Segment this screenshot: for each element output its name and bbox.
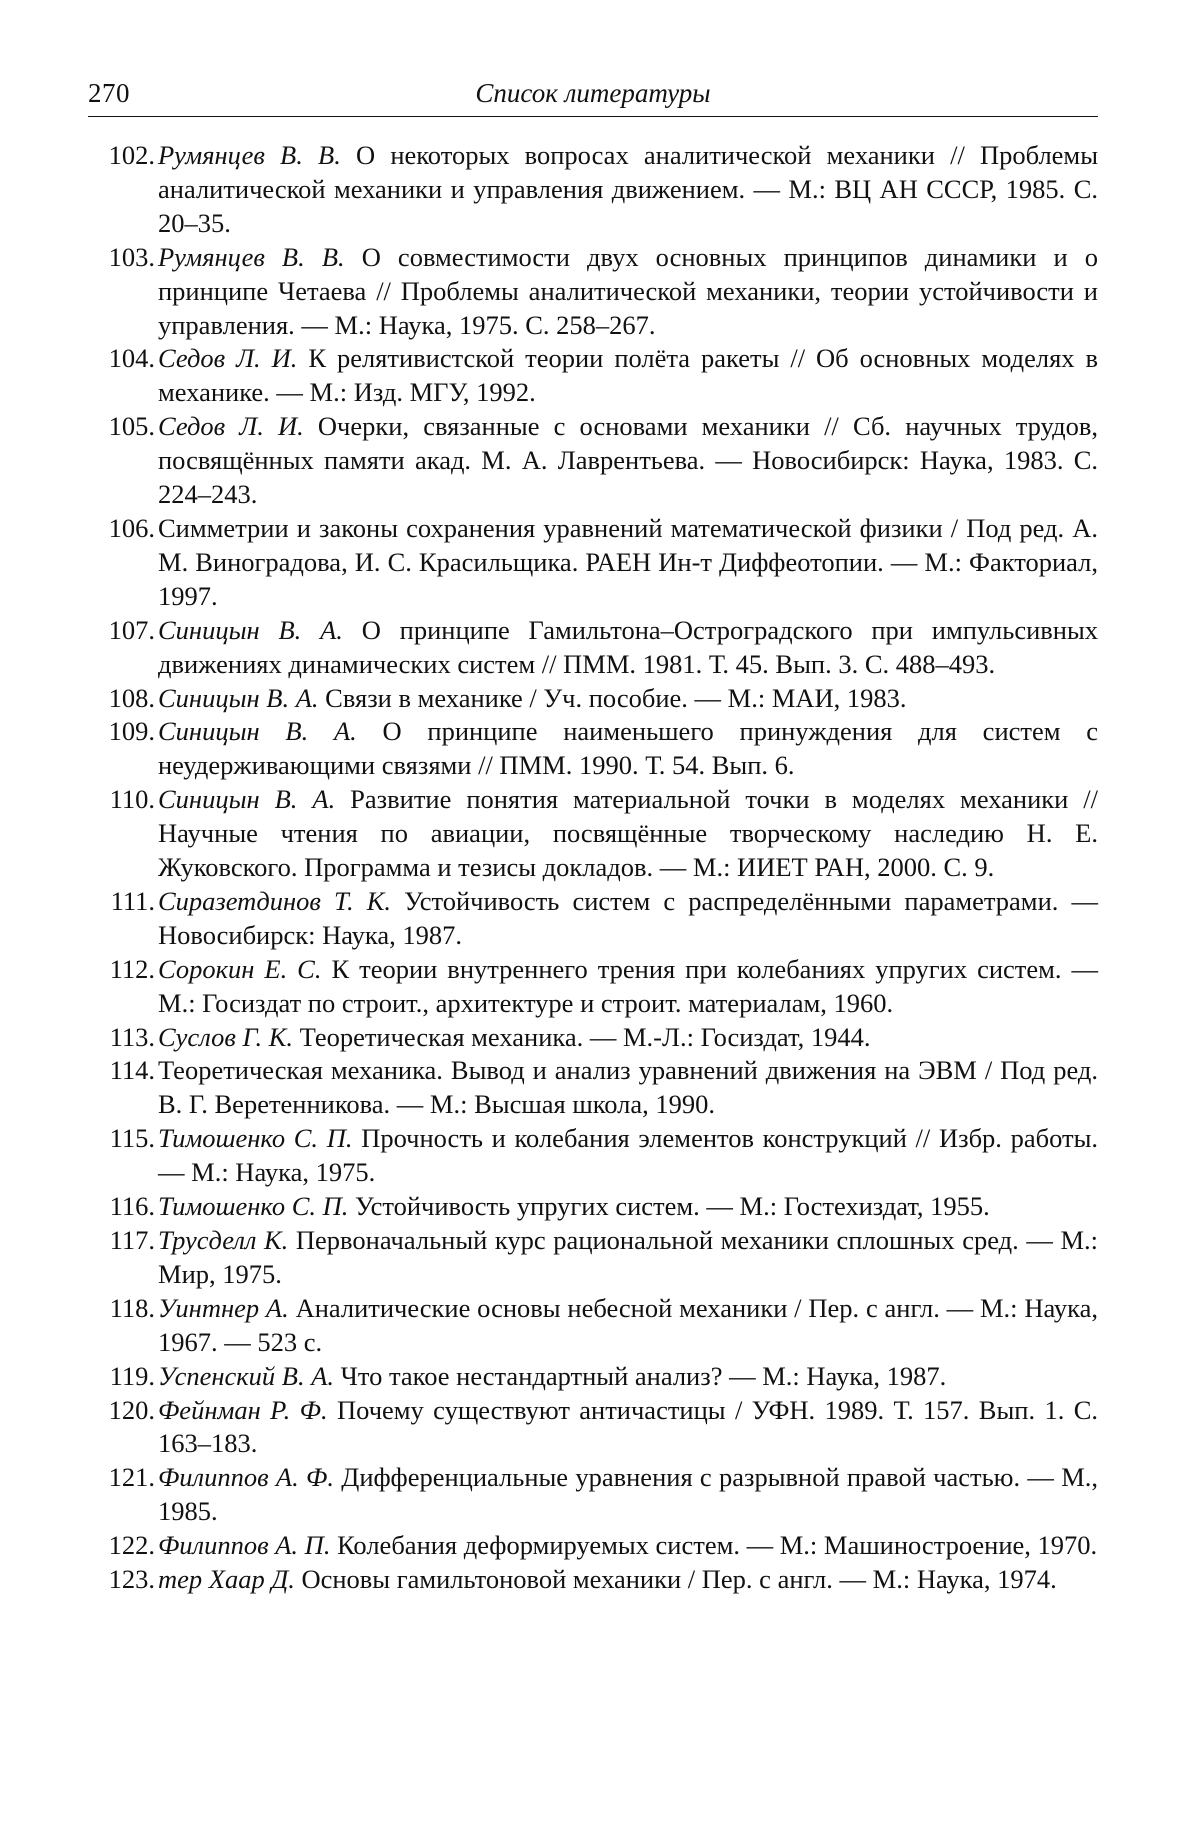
reference-item [88, 682, 1098, 716]
reference-text: О совместимости двух основных принципов динамики и о принципе Четаева // Проблемы аналитической механики, теории устойчивости и управления. — М.: Наука, 1975. С. 258–267. [158, 241, 1098, 340]
reference-text: Очерки, связанные с основами механики // Сб. научных трудов, посвящённых памяти акад. М. А. Лаврентьева. — Новосибирск: Наука, 1983. С. 224–243. [158, 411, 1099, 510]
reference-author: Трусделл К. [158, 1225, 289, 1255]
reference-item [88, 342, 1098, 410]
reference-item [88, 1224, 1098, 1292]
reference-number: 117. [109, 1225, 155, 1255]
reference-body [158, 1224, 1098, 1292]
reference-author: Тимошенко С. П. [158, 1123, 353, 1154]
reference-list [88, 139, 1098, 1597]
reference-body [158, 1360, 1098, 1394]
reference-text: Связи в механике / Уч. пособие. — М.: МАИ, 1983. [325, 682, 907, 713]
reference-item [88, 512, 1098, 614]
reference-text: О принципе наименьшего принуждения для систем с неудерживающими связями // ПММ. 1990. Т. 54. Вып. 6. [158, 716, 1098, 781]
reference-text: Аналитические основы небесной механики / Пер. с англ. — М.: Наука, 1967. — 523 с. [158, 1292, 1098, 1357]
reference-author: Сорокин Е. С. [158, 953, 322, 984]
reference-author: Синицын В. А. [158, 716, 357, 747]
reference-author: Седов Л. И. [158, 411, 304, 442]
reference-author: тер Хаар Д. [158, 1564, 295, 1595]
reference-number: 123. [108, 1564, 155, 1595]
reference-text: О принципе Гамильтона–Остроградского при импульсивных движениях динамических систем // ПММ. 1981. Т. 45. Вып. 3. С. 488–493. [158, 614, 1099, 679]
reference-number: 111. [110, 885, 155, 916]
reference-number: 103. [108, 241, 155, 272]
reference-item [88, 1394, 1098, 1462]
reference-number: 119. [109, 1360, 155, 1391]
reference-body [158, 1292, 1098, 1360]
reference-body [158, 885, 1098, 953]
reference-item [88, 783, 1098, 885]
reference-text: Симметрии и законы сохранения уравнений математической физики / Под ред. А. М. Виноградова, И. С. Красильщика. РАЕН Ин-т Диффеотопии. — М.: Факториал, 1997. [158, 512, 1098, 611]
reference-text: Первоначальный курс рациональной механики сплошных сред. — М.: Мир, 1975. [158, 1225, 1099, 1289]
reference-body [158, 342, 1098, 410]
reference-number: 104. [108, 343, 155, 374]
reference-text: О некоторых вопросах аналитической механики // Проблемы аналитической механики и управления движением. — М.: ВЦ АН СССР, 1985. С. 20–35. [158, 140, 1099, 238]
reference-number: 108. [108, 682, 155, 713]
reference-number: 121. [108, 1462, 155, 1493]
reference-item [88, 1360, 1098, 1394]
reference-number: 115. [109, 1123, 155, 1154]
reference-item [88, 139, 1098, 241]
reference-author: Филиппов А. П. [158, 1530, 331, 1561]
reference-item [88, 1461, 1098, 1529]
reference-number: 105. [108, 411, 155, 442]
reference-text: Устойчивость упругих систем. — М.: Гостехиздат, 1955. [355, 1191, 990, 1222]
reference-body [158, 783, 1098, 885]
reference-item [88, 614, 1098, 682]
reference-text: Теоретическая механика. — М.-Л.: Госиздат, 1944. [299, 1021, 871, 1052]
reference-text: Устойчивость систем с распределёнными параметрами. — Новосибирск: Наука, 1987. [158, 885, 1098, 950]
reference-author: Синицын В. А. [158, 614, 343, 645]
reference-text: К теории внутреннего трения при колебаниях упругих систем. — М.: Госиздат по строит., архитектуре и строит. материалам, 1960. [158, 953, 1099, 1018]
reference-item [88, 1021, 1098, 1055]
reference-number: 109. [108, 716, 155, 747]
reference-text: Почему существуют античастицы / УФН. 1989. Т. 157. Вып. 1. С. 163–183. [158, 1394, 1099, 1459]
reference-text: Что такое нестандартный анализ? — М.: Наука, 1987. [340, 1360, 947, 1391]
reference-body [158, 953, 1098, 1021]
reference-body [158, 614, 1098, 682]
reference-body [158, 410, 1098, 512]
reference-text: Колебания деформируемых систем. — М.: Машиностроение, 1970. [337, 1530, 1098, 1561]
reference-item [88, 953, 1098, 1021]
reference-body [158, 1122, 1098, 1190]
reference-number: 120. [108, 1394, 155, 1425]
reference-item [88, 885, 1098, 953]
reference-body [158, 1054, 1098, 1122]
reference-item [88, 1122, 1098, 1190]
reference-author: Седов Л. И. [158, 343, 298, 374]
reference-author: Румянцев В. В. [158, 140, 341, 170]
reference-item [88, 715, 1098, 783]
reference-author: Филиппов А. Ф. [158, 1462, 334, 1493]
reference-body [158, 1394, 1098, 1462]
reference-text: Теоретическая механика. Вывод и анализ уравнений движения на ЭВМ / Под ред. В. Г. Веретенникова. — М.: Высшая школа, 1990. [158, 1055, 1098, 1120]
reference-number: 106. [108, 512, 155, 543]
reference-body [158, 241, 1098, 343]
reference-item [88, 1292, 1098, 1360]
reference-text: Развитие понятия материальной точки в моделях механики // Научные чтения по авиации, посвящённые творческому наследию Н. Е. Жуковского. Программа и тезисы докладов. — М.: ИИЕТ РАН, 2000. С. 9. [158, 784, 1098, 883]
reference-number: 102. [108, 140, 155, 170]
book-page [88, 68, 1098, 1597]
reference-author: Румянцев В. В. [158, 241, 345, 272]
reference-item [88, 1054, 1098, 1122]
reference-author: Сиразетдинов Т. К. [158, 885, 392, 916]
reference-body [158, 139, 1098, 241]
reference-text: Прочность и колебания элементов конструкций // Избр. работы. — М.: Наука, 1975. [158, 1123, 1099, 1188]
page-header [88, 68, 1098, 117]
reference-number: 116. [109, 1191, 155, 1222]
reference-number: 112. [109, 953, 155, 984]
reference-body [158, 1461, 1098, 1529]
reference-body [158, 715, 1098, 783]
reference-author: Успенский В. А. [158, 1360, 335, 1391]
reference-item [88, 410, 1098, 512]
reference-body [158, 682, 1098, 716]
reference-number: 113. [109, 1021, 155, 1052]
reference-author: Синицын В. А. [158, 784, 336, 815]
reference-text: К релятивистской теории полёта ракеты // Об основных моделях в механике. — М.: Изд. МГУ, 1992. [158, 343, 1099, 408]
reference-number: 118. [109, 1292, 155, 1323]
reference-number: 114. [109, 1055, 155, 1086]
reference-body [158, 1563, 1098, 1597]
reference-body [158, 1529, 1098, 1563]
reference-item [88, 1529, 1098, 1563]
reference-number: 122. [108, 1530, 155, 1561]
running-title: Список литературы [475, 78, 711, 108]
reference-author: Суслов Г. К. [158, 1021, 294, 1052]
reference-body [158, 512, 1098, 614]
page-number: 270 [88, 78, 130, 108]
reference-text: Основы гамильтоновой механики / Пер. с англ. — М.: Наука, 1974. [301, 1564, 1057, 1595]
reference-body [158, 1021, 1098, 1055]
reference-author: Синицын В. А. [158, 682, 319, 713]
reference-number: 107. [108, 614, 155, 645]
reference-item [88, 1563, 1098, 1597]
reference-text: Дифференциальные уравнения с разрывной правой частью. — М., 1985. [158, 1462, 1099, 1527]
reference-author: Уинтнер А. [158, 1292, 289, 1323]
reference-item [88, 1190, 1098, 1224]
reference-body [158, 1190, 1098, 1224]
reference-item [88, 241, 1098, 343]
reference-author: Фейнман Р. Ф. [158, 1394, 328, 1425]
reference-author: Тимошенко С. П. [158, 1191, 349, 1222]
reference-number: 110. [109, 784, 155, 815]
